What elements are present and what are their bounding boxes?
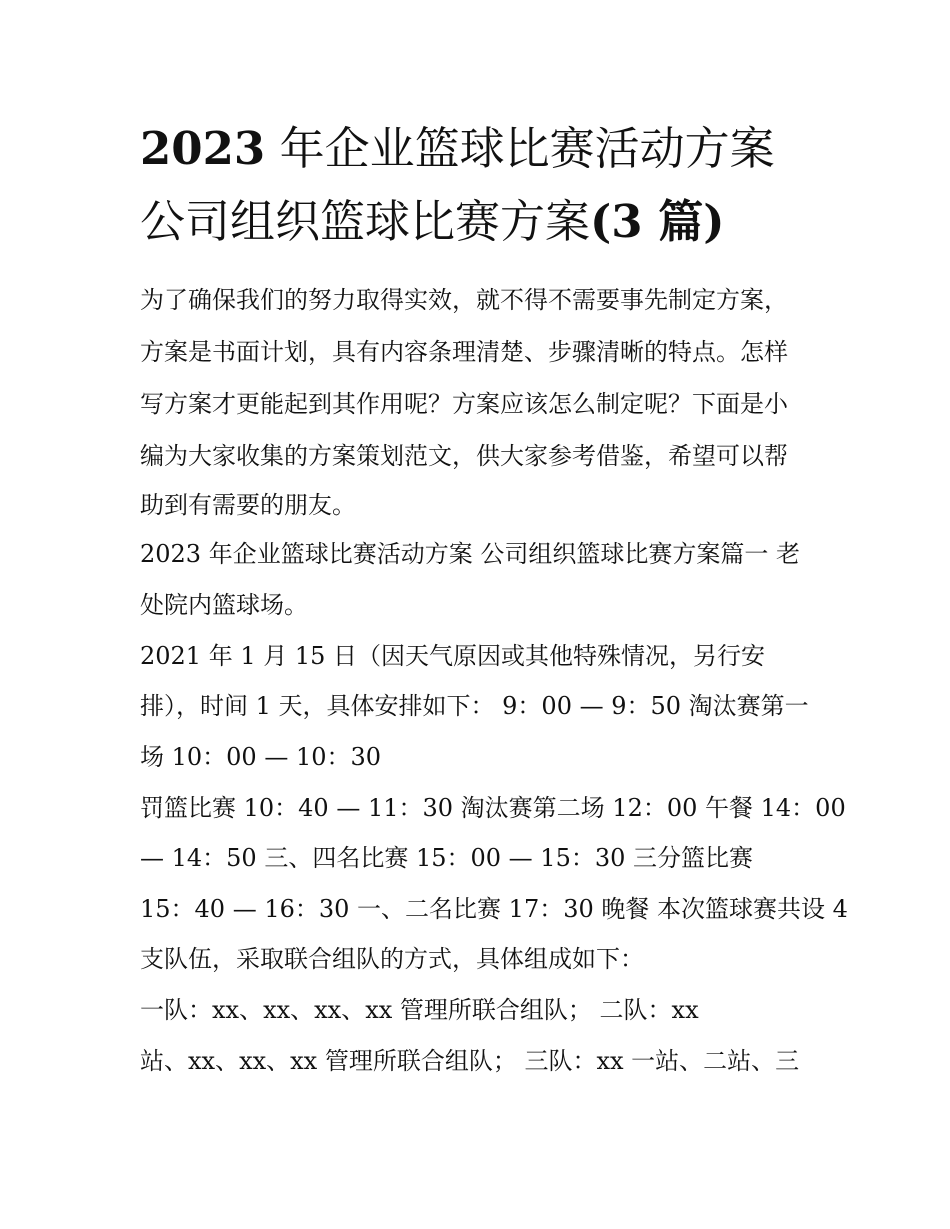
body-line: 一队：xx、xx、xx、xx 管理所联合组队； 二队：xx [140, 996, 699, 1024]
title-line-2 [140, 195, 725, 248]
body-line: 2023 年企业篮球比赛活动方案 公司组织篮球比赛方案篇一 老 [140, 540, 800, 568]
document-title [140, 112, 830, 258]
title-line-1 [140, 122, 775, 175]
body-line: 助到有需要的朋友。 [140, 491, 356, 519]
body-line: 编为大家收集的方案策划范文，供大家参考借鉴，希望可以帮 [140, 442, 788, 470]
body-line: 支队伍，采取联合组队的方式，具体组成如下： [140, 945, 644, 973]
body-line: 方案是书面计划，具有内容条理清楚、步骤清晰的特点。怎样 [140, 338, 788, 366]
body-line: 罚篮比赛 10：40 — 11：30 淘汰赛第二场 12：00 午餐 14：00 [140, 794, 846, 822]
body-line: 排），时间 1 天，具体安排如下： 9：00 — 9：50 淘汰赛第一 [140, 692, 809, 720]
body-line: — 14：50 三、四名比赛 15：00 — 15：30 三分篮比赛 [140, 844, 754, 872]
body-line: 写方案才更能起到其作用呢？方案应该怎么制定呢？下面是小 [140, 390, 788, 418]
body-line: 为了确保我们的努力取得实效，就不得不需要事先制定方案， [140, 286, 788, 314]
title-year: 2023 [140, 122, 266, 175]
body-line: 2021 年 1 月 15 日（因天气原因或其他特殊情况，另行安 [140, 642, 766, 670]
body-line: 处院内篮球场。 [140, 591, 308, 619]
body-line: 15：40 — 16：30 一、二名比赛 17：30 晚餐 本次篮球赛共设 4 [140, 895, 848, 923]
body-line: 站、xx、xx、xx 管理所联合组队； 三队：xx 一站、二站、三 [140, 1047, 800, 1075]
title-sub: 公司组织篮球比赛方案 [140, 195, 591, 248]
title-count: (3 篇) [590, 195, 725, 248]
body-line: 场 10：00 — 10：30 [140, 743, 382, 771]
title-main: 年企业篮球比赛活动方案 [279, 122, 775, 175]
